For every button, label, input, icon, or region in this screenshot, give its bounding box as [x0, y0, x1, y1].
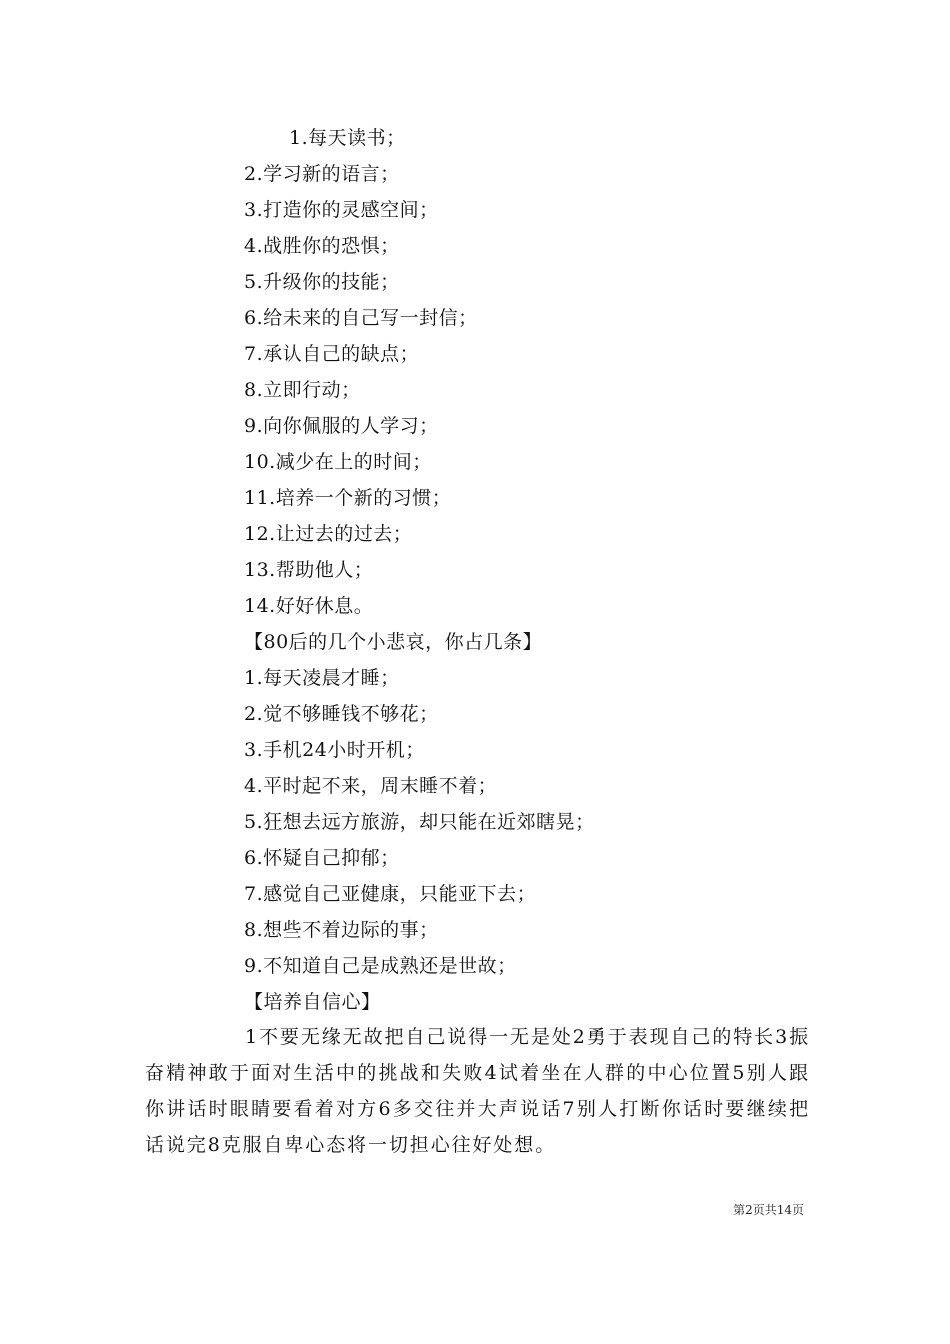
section-heading-80s: 【80后的几个小悲哀，你占几条】	[244, 631, 543, 653]
list-a-item: 13.帮助他人；	[244, 559, 374, 581]
list-b-item: 7.感觉自己亚健康，只能亚下去；	[244, 883, 537, 905]
list-a-item: 9.向你佩服的人学习；	[244, 415, 439, 437]
page-footer: 第2页共14页	[733, 1203, 804, 1217]
list-a-item: 8.立即行动；	[244, 379, 361, 401]
list-a-item: 12.让过去的过去；	[244, 523, 413, 545]
content-lines	[0, 120, 950, 1020]
list-a-item: 5.升级你的技能；	[244, 271, 400, 293]
section-heading-confidence: 【培养自信心】	[244, 991, 381, 1013]
list-a-item: 2.学习新的语言；	[244, 163, 400, 185]
list-b-item: 4.平时起不来，周末睡不着；	[244, 775, 498, 797]
confidence-paragraph: 1不要无缘无故把自己说得一无是处2勇于表现自己的特长3振奋精神敢于面对生活中的挑战和失败4试着坐在人群的中心位置5别人跟你讲话时眼睛要看着对方6多交往并大声说话7别人打断你话时要继续把话说完8克服自卑心态将一切担心往好处想。	[145, 1026, 810, 1156]
list-a-item: 11.培养一个新的习惯；	[244, 487, 452, 509]
list-a-item: 4.战胜你的恐惧；	[244, 235, 400, 257]
list-b-item: 6.怀疑自己抑郁；	[244, 847, 400, 869]
list-b-item: 1.每天凌晨才睡；	[244, 667, 400, 689]
list-a-item: 3.打造你的灵感空间；	[244, 199, 439, 221]
list-b-item: 3.手机24小时开机；	[244, 739, 425, 761]
list-a-item: 6.给未来的自己写一封信；	[244, 307, 478, 329]
list-b-item: 5.狂想去远方旅游，却只能在近郊瞎晃；	[244, 811, 595, 833]
list-a-item: 10.减少在上的时间；	[244, 451, 432, 473]
list-a-item: 14.好好休息。	[244, 595, 374, 617]
list-b-item: 9.不知道自己是成熟还是世故；	[244, 955, 517, 977]
list-b-item: 8.想些不着边际的事；	[244, 919, 439, 941]
list-b-item: 2.觉不够睡钱不够花；	[244, 703, 439, 725]
list-a-item: 1.每天读书；	[289, 127, 406, 149]
list-a-item: 7.承认自己的缺点；	[244, 343, 420, 365]
